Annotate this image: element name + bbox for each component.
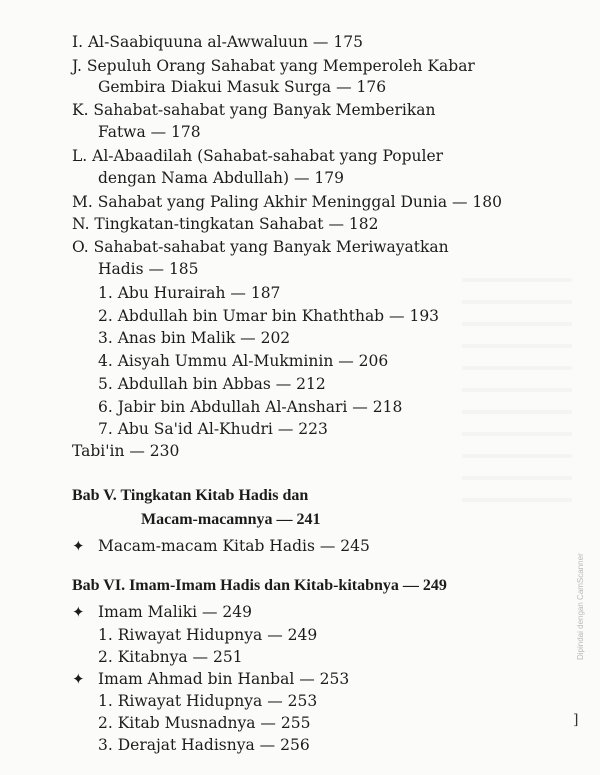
toc-entry-i: I. Al-Saabiquuna al-Awwaluun — 175 [72,33,363,51]
bullet-star-icon: ✦ [72,537,85,555]
toc-entry-m: M. Sahabat yang Paling Akhir Meninggal Dunia — 180 [72,193,503,211]
toc-subentry-1: 1. Abu Hurairah — 187 [98,284,281,302]
chapter-5-heading: Bab V. Tingkatan Kitab Hadis dan [72,487,309,504]
bullet-star-icon: ✦ [72,603,85,621]
chapter-5-heading-cont: Macam-macamnya — 241 [141,511,321,528]
toc-entry-tabiin: Tabi'in — 230 [72,442,180,460]
toc-subentry-7: 7. Abu Sa'id Al-Khudri — 223 [98,420,328,438]
toc-entry-l: L. Al-Abaadilah (Sahabat-sahabat yang Populer [72,147,444,165]
toc-subentry-5: 5. Abdullah bin Abbas — 212 [98,375,326,393]
chapter-5-item: Macam-macam Kitab Hadis — 245 [98,537,370,555]
toc-subentry-6: 6. Jabir bin Abdullah Al-Anshari — 218 [98,398,403,416]
chapter-6-imam-ahmad: Imam Ahmad bin Hanbal — 253 [98,670,350,688]
chapter-6-subentry: 2. Kitabnya — 251 [98,648,243,666]
chapter-6-subentry: 1. Riwayat Hidupnya — 249 [98,626,318,644]
toc-entry-o: O. Sahabat-sahabat yang Banyak Meriwayatkan [72,238,449,256]
chapter-6-heading: Bab VI. Imam-Imam Hadis dan Kitab-kitabnya — 249 [72,577,447,594]
page-edge-mark: ] [573,712,579,728]
chapter-6-imam-maliki: Imam Maliki — 249 [98,603,253,621]
bullet-star-icon: ✦ [72,670,85,688]
toc-subentry-2: 2. Abdullah bin Umar bin Khaththab — 193 [98,307,440,325]
chapter-6-subentry: 1. Riwayat Hidupnya — 253 [98,692,318,710]
toc-entry-k-cont: Fatwa — 178 [98,123,201,141]
chapter-6-subentry: 2. Kitab Musnadnya — 255 [98,714,311,732]
toc-entry-n: N. Tingkatan-tingkatan Sahabat — 182 [72,215,379,233]
toc-entry-k: K. Sahabat-sahabat yang Banyak Memberikan [72,101,436,119]
toc-entry-o-cont: Hadis — 185 [98,260,199,278]
toc-entry-j-cont: Gembira Diakui Masuk Surga — 176 [98,78,387,96]
toc-entry-j: J. Sepuluh Orang Sahabat yang Memperoleh Kabar [72,57,475,75]
camscanner-watermark: Dipindai dengan CamScanner [576,553,585,660]
chapter-6-subentry: 3. Derajat Hadisnya — 256 [98,736,310,754]
toc-subentry-3: 3. Anas bin Malik — 202 [98,329,291,347]
toc-entry-l-cont: dengan Nama Abdullah) — 179 [98,169,344,187]
bleed-through-texture [462,260,572,520]
toc-subentry-4: 4. Aisyah Ummu Al-Mukminin — 206 [98,352,389,370]
